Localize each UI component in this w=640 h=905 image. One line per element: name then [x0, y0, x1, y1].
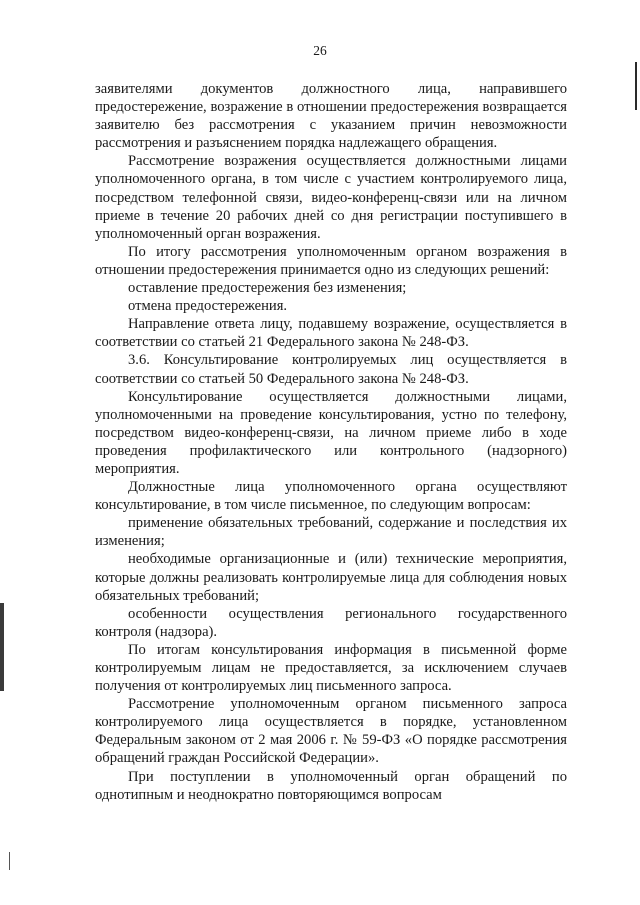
paragraph-response-direction: Направление ответа лицу, подавшему возражение, осуществляется в соответствии со статьей 21 Федерального закона № 248-ФЗ. [95, 316, 567, 351]
scan-edge-mark-bottom [9, 852, 10, 870]
paragraph-consulting-topics: Должностные лица уполномоченного органа осуществляют консультирование, в том числе письменное, по следующим вопросам: [95, 479, 567, 514]
list-item-cancel-warning: отмена предостережения. [128, 298, 288, 315]
paragraph-consulting-methods: Консультирование осуществляется должностными лицами, уполномоченными на проведение консультирования, устно по телефону, посредством видео-конференц-связи, на личном приеме либо в ходе проведения профилактического или контрольного (надзорного) мероприятия. [95, 388, 567, 477]
page-number: 26 [313, 43, 327, 58]
document-body [95, 80, 567, 804]
scan-edge-mark-left [0, 603, 4, 691]
list-item-control-features: особенности осуществления регионального государственного контроля (надзора). [95, 605, 567, 640]
paragraph-written-request: Рассмотрение уполномоченным органом письменного запроса контролируемого лица осуществляется в порядке, установленном Федеральным законом от 2 мая 2006 г. № 59-ФЗ «О порядке рассмотрения обращений граждан Российской Федерации». [95, 696, 567, 767]
section-3-6-consulting: 3.6. Консультирование контролируемых лиц осуществляется в соответствии со статьей 50 Федерального закона № 248-ФЗ. [95, 352, 567, 387]
paragraph-objection-review: Рассмотрение возражения осуществляется должностными лицами уполномоченного органа, в том числе с участием контролируемого лица, посредством телефонной связи, видео-конференц-связи или на личном приеме в течение 20 рабочих дней со дня регистрации поступившего в уполномоченный орган возражения. [95, 153, 567, 242]
paragraph-review-outcome: По итогу рассмотрения уполномоченным органом возражения в отношении предостережения принимается одно из следующих решений: [95, 243, 567, 278]
paragraph-repeated-requests: При поступлении в уполномоченный орган обращений по однотипным и неоднократно повторяющимся вопросам [95, 768, 567, 803]
paragraph-returned-objection: заявителями документов должностного лица, направившего предостережение, возражение в отношении предостережения возвращается заявителю без рассмотрения с указанием причин невозможности рассмотрения и разъяснением порядка надлежащего обращения. [95, 81, 567, 152]
paragraph-written-info: По итогам консультирования информация в письменной форме контролируемым лицам не предоставляется, за исключением случаев получения от контролируемых лиц письменного запроса. [95, 641, 567, 695]
list-item-measures: необходимые организационные и (или) технические мероприятия, которые должны реализовать контролируемые лица для соблюдения новых обязательных требований; [95, 551, 567, 604]
scan-edge-mark-right [635, 62, 637, 110]
list-item-requirements: применение обязательных требований, содержание и последствия их изменения; [95, 515, 567, 550]
list-item-keep-warning: оставление предостережения без изменения; [128, 280, 407, 297]
